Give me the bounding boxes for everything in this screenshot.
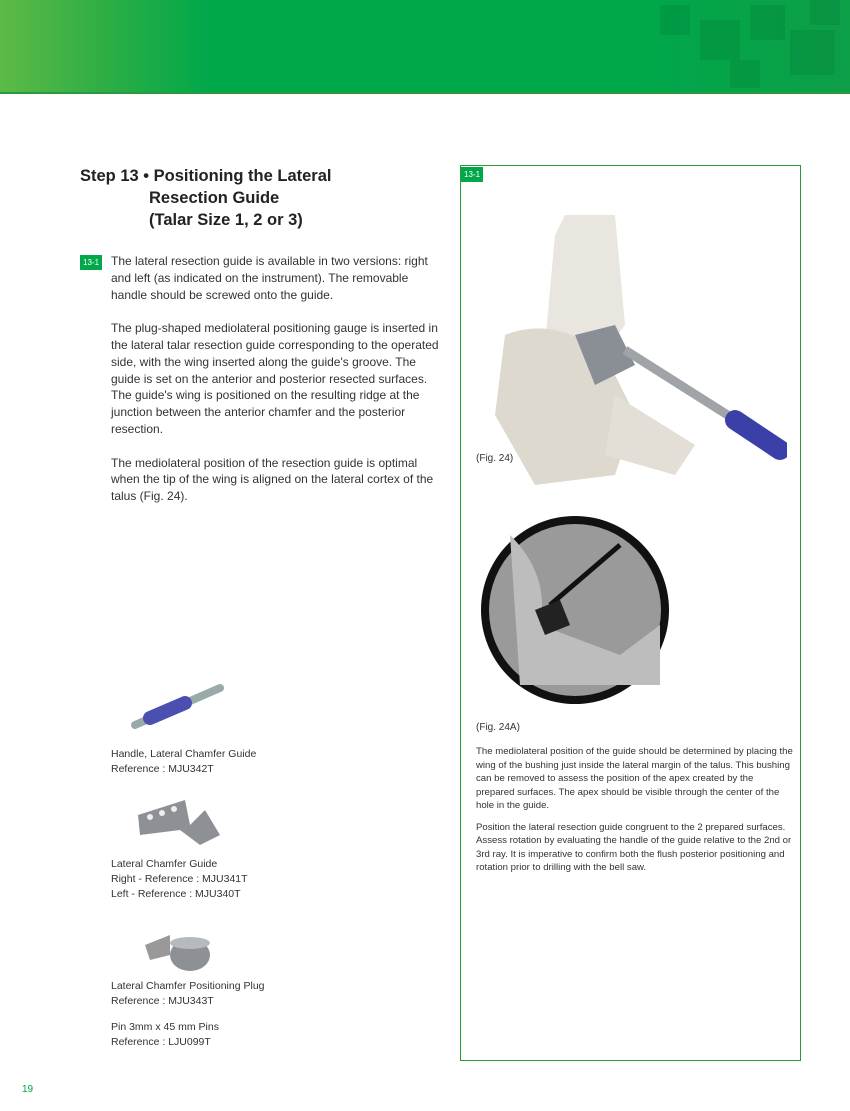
header-banner [0,0,850,94]
paragraph: The mediolateral position of the resection guide is optimal when the tip of the wing is aligned on the lateral cortex of the talus (Fig. 24). [111,455,434,504]
title-line-1: Step 13 • Positioning the Lateral [80,167,332,185]
item-reference: Reference : MJU343T [111,995,214,1007]
step-badge: 13-1 [80,255,102,270]
body-text [111,253,441,522]
item-reference: Reference : MJU342T [111,763,214,775]
item-name: Handle, Lateral Chamfer Guide [111,748,257,760]
item-reference: Left - Reference : MJU340T [111,888,241,900]
positioning-plug-image [140,925,215,975]
instrument-item [111,747,256,777]
page-number: 19 [22,1084,34,1095]
instrument-item [111,857,248,902]
fig-24a-caption: (Fig. 24A) [476,722,520,733]
xray-image [480,515,670,705]
handle-image [120,680,235,740]
panel-badge: 13-1 [461,167,483,182]
page-title [80,165,332,231]
paragraph: The lateral resection guide is available in two versions: right and left (as indicated on the instrument). The removable handle should be screwed onto the guide. [111,254,428,302]
title-line-2: Resection Guide [149,189,280,207]
panel-text [476,745,794,883]
item-name: Lateral Chamfer Positioning Plug [111,980,265,992]
paragraph: Position the lateral resection guide congruent to the 2 prepared surfaces. Assess rotation by evaluating the handle of the guide relative to the 2nd or 3rd ray. It is imperative to confirm both the flush posterior positioning and rotation prior to drilling with the bell saw. [476,821,792,873]
paragraph: The mediolateral position of the guide should be determined by placing the wing of the bushing just inside the lateral margin of the talus. This bushing can be removed to assess the position of the apex created by the prepared surfaces. The apex should be visible through the center of the hole in the guide. [476,746,793,811]
paragraph: The plug-shaped mediolateral positioning gauge is inserted in the lateral talar resection guide corresponding to the operated side, with the wing inserted along the guide's groove. The guide is set on the anterior and posterior resected surfaces. The guide's wing is positioned on the resulting ridge at the junction between the anterior chamfer and the posterior resection. [111,321,439,436]
ankle-guide-image [475,215,787,490]
item-reference: Reference : LJU099T [111,1036,211,1048]
chamfer-guide-image [130,795,225,850]
item-name: Pin 3mm x 45 mm Pins [111,1021,219,1033]
instrument-item [111,1020,219,1050]
fig-24-caption: (Fig. 24) [476,453,514,464]
title-line-3: (Talar Size 1, 2 or 3) [149,211,303,229]
instrument-item [111,979,265,1009]
item-reference: Right - Reference : MJU341T [111,873,248,885]
item-name: Lateral Chamfer Guide [111,858,218,870]
